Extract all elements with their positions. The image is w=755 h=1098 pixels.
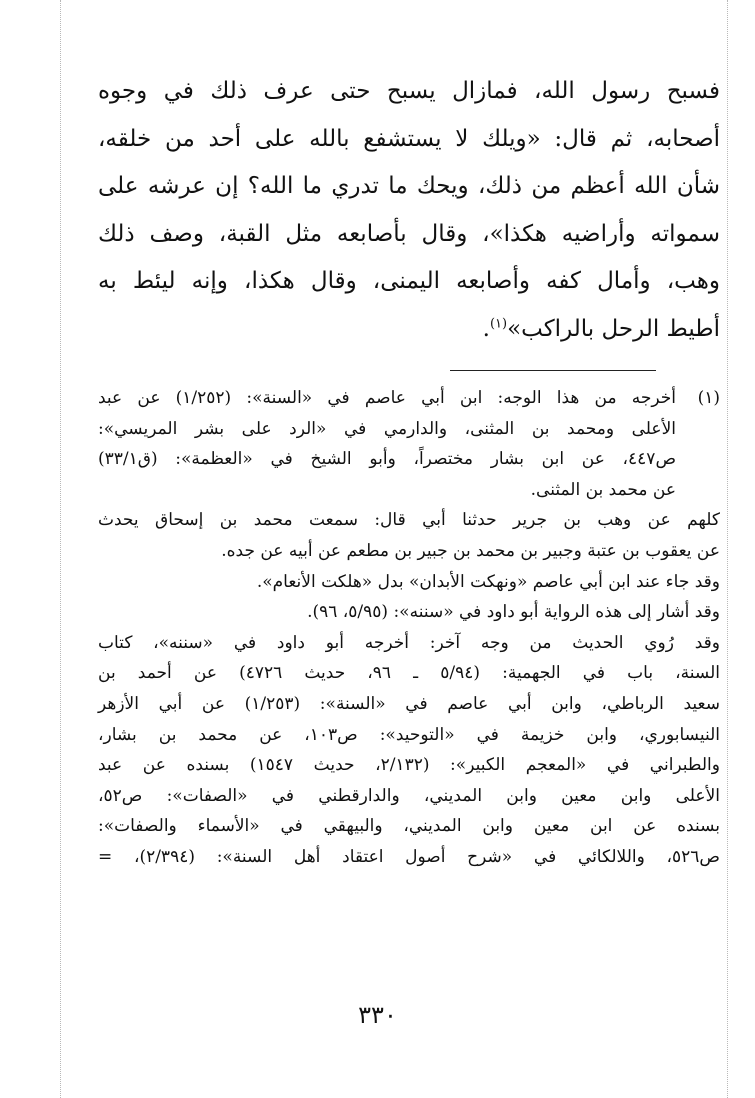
- footnote-line: ص٥٢٦، واللالكائي في «شرح أصول اعتقاد أهل السنة»: (٢/٣٩٤)، =: [98, 846, 720, 867]
- main-text-line: سمواته وأراضيه هكذا»، وقال بأصابعه مثل القبة، وصف ذلك: [98, 220, 720, 247]
- footnote-line: سعيد الرباطي، وابن أبي عاصم في «السنة»: (١/٢٥٣) عن أبي الأزهر: [98, 693, 721, 714]
- footnote-separator: [450, 370, 656, 371]
- footnote-block: [98, 383, 720, 873]
- main-text-block: [98, 68, 720, 353]
- main-text-line: وهب، وأمال كفه وأصابعه اليمنى، وقال هكذا، وإنه ليئط به: [98, 268, 720, 294]
- footnote-reference[interactable]: (١): [489, 315, 508, 331]
- footnote-line: وقد أشار إلى هذه الرواية أبو داود في «سننه»: (٥/٩٥، ٩٦).: [307, 602, 720, 623]
- footnote-marker: (١): [697, 388, 720, 408]
- main-text-line: شأن الله أعظم من ذلك، ويحك ما تدري ما الله؟ إن عرشه على: [98, 173, 720, 199]
- footnote-line: ص٤٤٧، عن ابن بشار مختصراً، وأبو الشيخ في «العظمة»: (ق٣٣/١): [98, 449, 676, 470]
- page-number: ٣٣٠: [358, 1001, 397, 1029]
- main-text-line: فسبح رسول الله، فمازال يسبح حتى عرف ذلك في وجوه: [98, 78, 720, 104]
- main-text-last-line: [98, 306, 720, 354]
- footnote-line: عن يعقوب بن عتبة وجبير بن محمد بن جبير بن مطعم عن أبيه عن جده.: [221, 540, 720, 561]
- footnote-line: بسنده عن ابن معين وابن المديني، والبيهقي في «الأسماء والصفات»:: [98, 816, 720, 837]
- main-text-line-end: أطيط الرحل بالراكب»: [507, 315, 720, 342]
- footnote-line: والطبراني في «المعجم الكبير»: (٢/١٣٢، حديث ١٥٤٧) بسنده عن عبد: [98, 755, 720, 776]
- footnote-line: أخرجه من هذا الوجه: ابن أبي عاصم في «السنة»: (١/٢٥٢) عن عبد: [98, 388, 676, 408]
- main-text-line: أصحابه، ثم قال: «ويلك لا يستشفع بالله على أحد من خلقه،: [98, 125, 720, 152]
- footnote-line: عن محمد بن المثنى.: [530, 479, 676, 500]
- scan-margin-line-left: [60, 0, 61, 1098]
- footnote-line: الأعلى وابن معين وابن المديني، والدارقطني في «الصفات»: ص٥٢،: [98, 785, 720, 806]
- footnote-line: وقد جاء عند ابن أبي عاصم «ونهكت الأبدان» بدل «هلكت الأنعام».: [256, 571, 720, 592]
- footnote-line: كلهم عن وهب بن جرير حدثنا أبي قال: سمعت محمد بن إسحاق يحدث: [98, 510, 720, 531]
- footnote-line: وقد رُوي الحديث من وجه آخر: أخرجه أبو داود في «سننه»، كتاب: [98, 632, 720, 653]
- end-punctuation: .: [482, 315, 490, 342]
- scan-margin-line-right: [727, 0, 728, 1098]
- footnote-line: الأعلى ومحمد بن المثنى، والدارمي في «الرد على بشر المريسي»:: [98, 418, 676, 439]
- footnote-line: السنة، باب في الجهمية: (٥/٩٤ ـ ٩٦، حديث ٤٧٢٦) عن أحمد بن: [98, 663, 720, 684]
- footnote-line: النيسابوري، وابن خزيمة في «التوحيد»: ص١٠٣، عن محمد بن بشار،: [98, 724, 721, 745]
